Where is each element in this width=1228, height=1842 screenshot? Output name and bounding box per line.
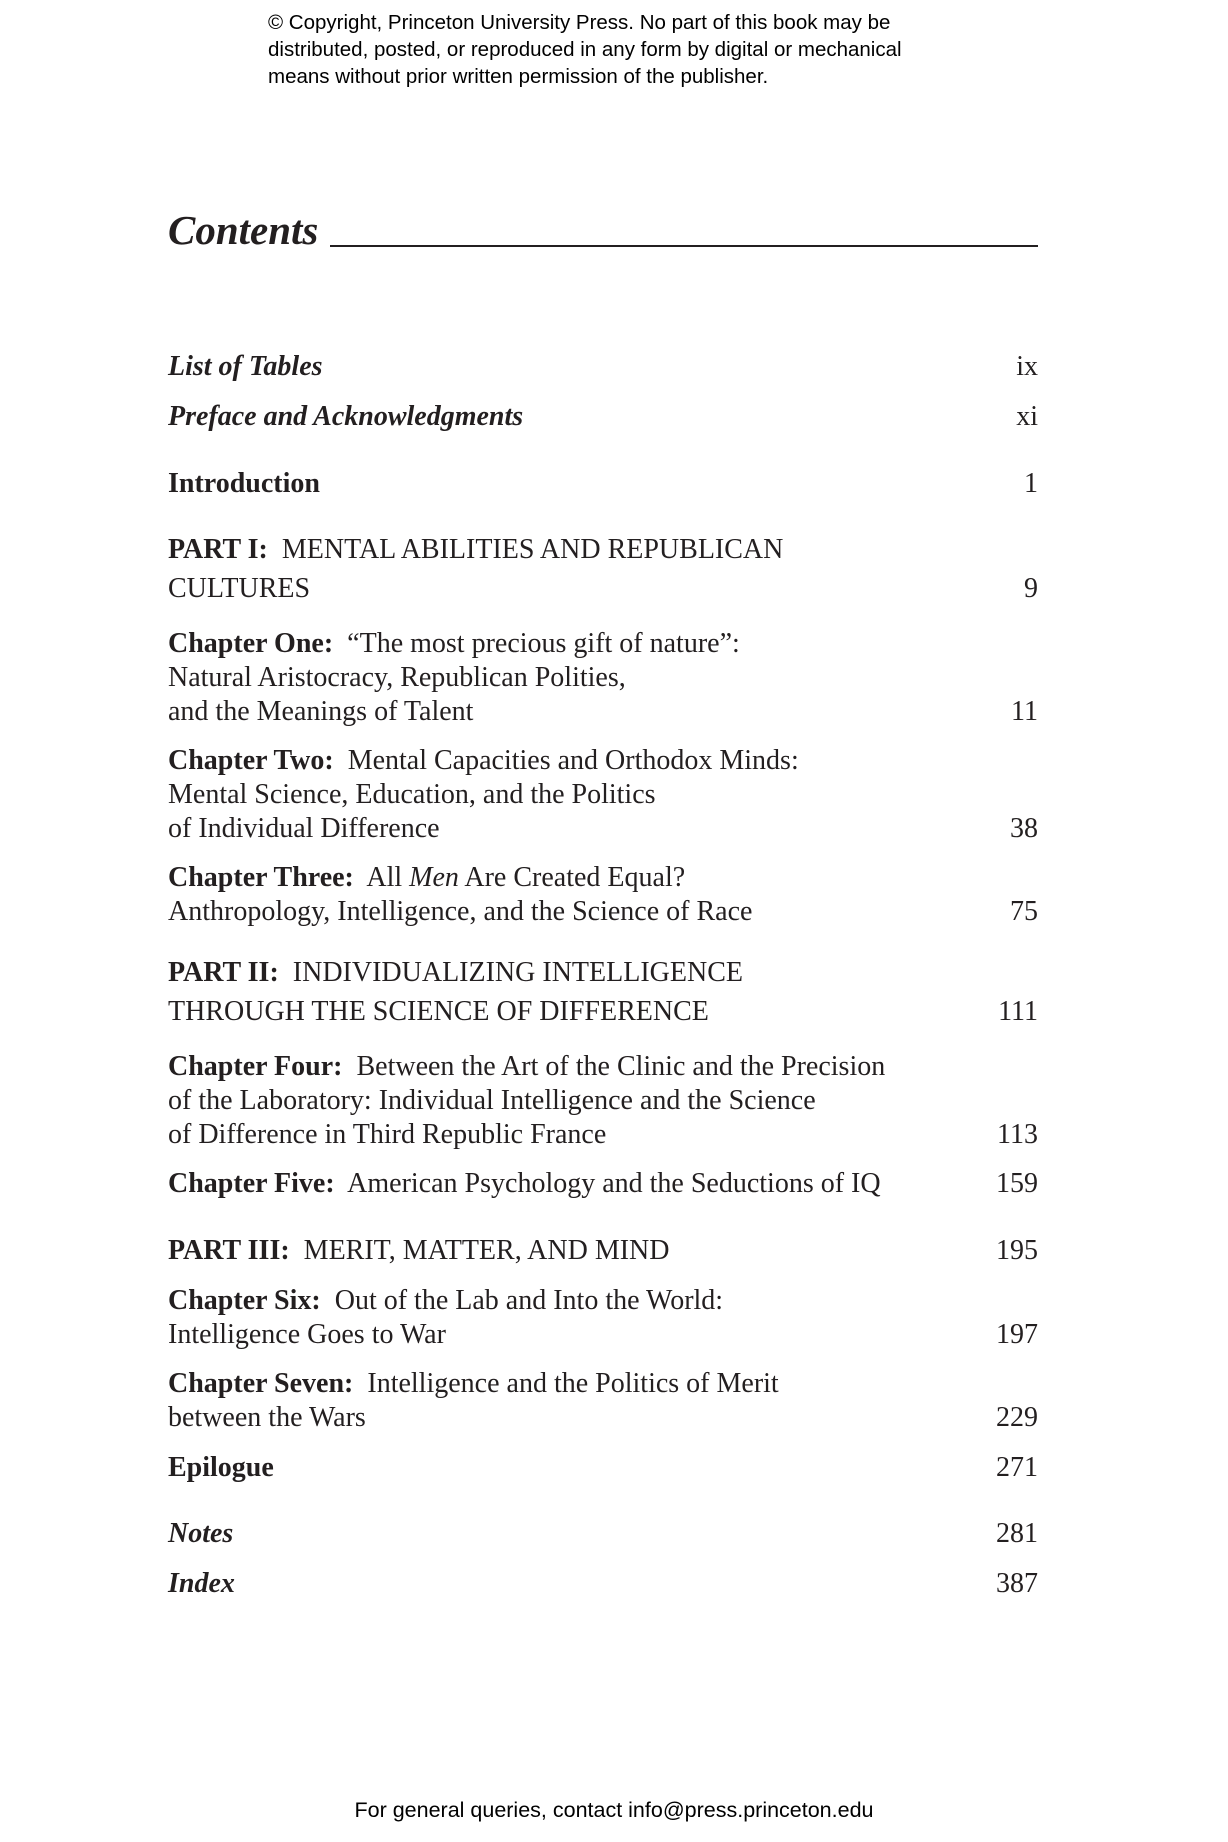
toc-entry-title-line: of the Laboratory: Individual Intelligence and the Science (168, 1085, 816, 1116)
copyright-line: means without prior written permission of the publisher. (268, 65, 769, 88)
toc-entry-title-line: of Difference in Third Republic France (168, 1119, 607, 1150)
toc-entry-title-line: Between the Art of the Clinic and the Precision (356, 1051, 886, 1082)
title-rule (330, 245, 1038, 247)
toc-page-number: 159 (996, 1168, 1038, 1199)
toc-entry-preface[interactable] (168, 400, 1038, 434)
toc-entry-title-line: of Individual Difference (168, 813, 440, 844)
toc-entry-label: Chapter Three: (168, 862, 354, 893)
toc-entry-part-1[interactable] (168, 533, 1038, 606)
toc-entry-title-line: MENTAL ABILITIES AND REPUBLICAN (281, 534, 784, 565)
toc-entry-list-of-tables[interactable] (168, 350, 1038, 384)
toc-entry-chapter-five[interactable] (168, 1167, 1038, 1201)
toc-page-number: 271 (996, 1452, 1038, 1483)
toc-entry-title-part: Are Created Equal? (464, 862, 686, 893)
copyright-line: distributed, posted, or reproduced in any form by digital or mechanical (268, 38, 902, 61)
page-title: Contents (168, 207, 319, 253)
toc-entry-title: Notes (168, 1518, 234, 1549)
toc-entry-title-emphasis: Men (409, 862, 459, 893)
toc-entry-title-line: Mental Science, Education, and the Politics (168, 779, 656, 810)
toc-entry-title-line: INDIVIDUALIZING INTELLIGENCE (292, 957, 743, 988)
toc-page-number: 75 (1010, 896, 1038, 927)
toc-entry-label: Chapter Five: (168, 1168, 335, 1199)
toc-entry-index[interactable] (168, 1567, 1038, 1601)
toc-page-number: 281 (996, 1518, 1038, 1549)
toc-entry-chapter-six[interactable] (168, 1284, 1038, 1352)
toc-entry-chapter-four[interactable] (168, 1050, 1038, 1152)
copyright-notice (268, 9, 1028, 90)
toc-entry-label: PART II: (168, 957, 279, 988)
toc-entry-title-line: Intelligence and the Politics of Merit (367, 1368, 779, 1399)
toc-entry-title-line: MERIT, MATTER, AND MIND (303, 1235, 670, 1266)
toc-page-number: 229 (996, 1402, 1038, 1433)
toc-page-number: xi (1016, 401, 1038, 432)
footer-contact: For general queries, contact info@press.princeton.edu (354, 1798, 874, 1822)
toc-entry-title: Epilogue (168, 1452, 274, 1483)
toc-entry-title-line: American Psychology and the Seductions of IQ (347, 1168, 881, 1199)
toc-entry-title: Index (168, 1568, 235, 1599)
toc-entry-title-line: Mental Capacities and Orthodox Minds: (347, 745, 799, 776)
toc-page-number: 387 (996, 1568, 1038, 1599)
toc-entry-title: List of Tables (168, 351, 323, 382)
toc-entry-epilogue[interactable] (168, 1451, 1038, 1485)
toc-entry-title-line: and the Meanings of Talent (168, 696, 474, 727)
copyright-line: © Copyright, Princeton University Press. No part of this book may be (268, 11, 891, 34)
toc-entry-label: PART I: (168, 534, 268, 565)
toc-page-number: 11 (1011, 696, 1038, 727)
contents-heading (168, 205, 1038, 255)
toc-entry-title-line: CULTURES (168, 573, 311, 604)
toc-entry-part-2[interactable] (168, 956, 1038, 1029)
toc-page-number: 38 (1010, 813, 1038, 844)
toc-page-number: ix (1016, 351, 1038, 382)
toc-entry-title: Introduction (168, 468, 320, 499)
toc-entry-title-line: between the Wars (168, 1402, 366, 1433)
toc-page-number: 1 (1024, 468, 1038, 499)
toc-entry-title-line: THROUGH THE SCIENCE OF DIFFERENCE (168, 996, 709, 1027)
toc-entry-title-line: “The most precious gift of nature”: (347, 628, 740, 659)
toc-entry-title-line: Out of the Lab and Into the World: (334, 1285, 724, 1316)
toc-entry-title-part: All (366, 862, 403, 893)
toc-entry-notes[interactable] (168, 1517, 1038, 1551)
toc-entry-label: Chapter Four: (168, 1051, 343, 1082)
toc-entry-chapter-two[interactable] (168, 744, 1038, 846)
toc-page-number: 9 (1024, 573, 1038, 604)
toc-entry-label: Chapter Two: (168, 745, 334, 776)
toc-entry-label: Chapter One: (168, 628, 334, 659)
toc-entry-title: Preface and Acknowledgments (168, 401, 524, 432)
toc-entry-title-line: Anthropology, Intelligence, and the Science of Race (168, 896, 753, 927)
toc-entry-label: Chapter Six: (168, 1285, 321, 1316)
toc-page-number: 111 (998, 996, 1038, 1027)
toc-entry-chapter-one[interactable] (168, 627, 1038, 729)
toc-entry-title-line: Natural Aristocracy, Republican Polities, (168, 662, 626, 693)
toc-entry-introduction[interactable] (168, 467, 1038, 501)
toc-entry-label: PART III: (168, 1235, 290, 1266)
toc-entry-chapter-seven[interactable] (168, 1367, 1038, 1435)
toc-entry-title-line: Intelligence Goes to War (168, 1319, 446, 1350)
toc-entry-label: Chapter Seven: (168, 1368, 354, 1399)
toc-entry-part-3[interactable] (168, 1234, 1038, 1268)
toc-page-number: 195 (996, 1235, 1038, 1266)
toc-page-number: 197 (996, 1319, 1038, 1350)
toc-entry-chapter-three[interactable] (168, 861, 1038, 929)
toc-page-number: 113 (997, 1119, 1038, 1150)
